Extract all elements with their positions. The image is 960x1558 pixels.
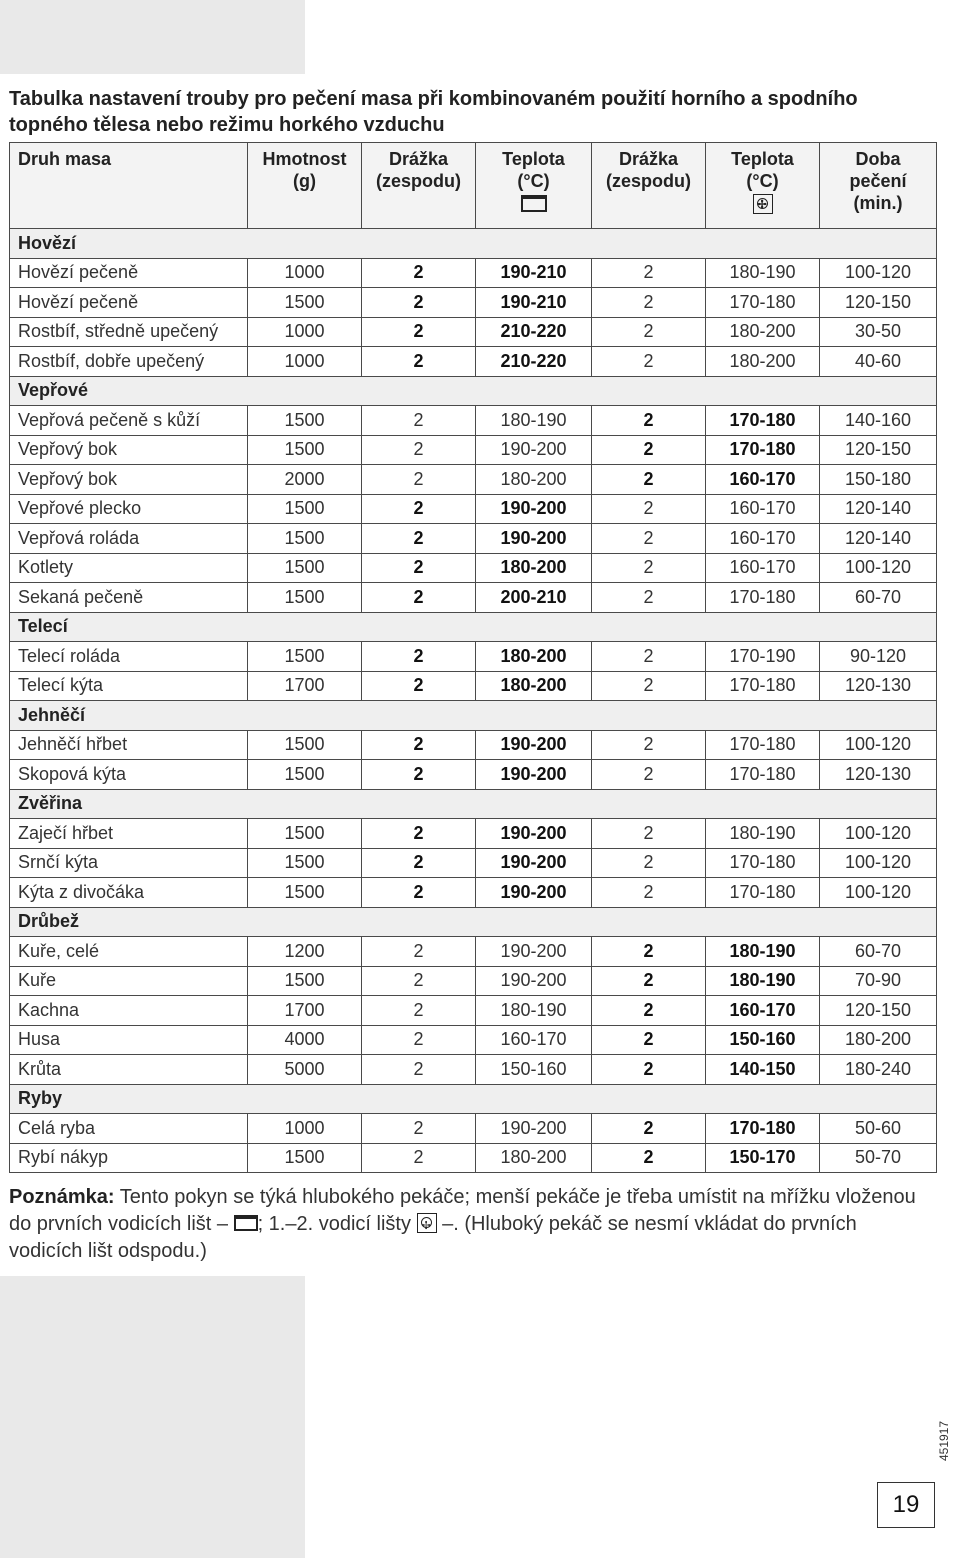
cell-meat: Jehněčí hřbet [10, 730, 248, 760]
category-row-beef [10, 229, 937, 259]
table-row [10, 494, 937, 524]
cell-meat: Vepřový bok [10, 465, 248, 495]
cell-rack-fan: 2 [592, 1055, 706, 1085]
table-row [10, 642, 937, 672]
cell-time: 150-180 [820, 465, 937, 495]
cell-rack-conventional: 2 [362, 996, 476, 1026]
header-weight: Hmotnost (g) [248, 143, 362, 229]
cell-rack-conventional: 2 [362, 819, 476, 849]
cell-temp-fan: 170-180 [706, 671, 820, 701]
cell-meat: Husa [10, 1025, 248, 1055]
cell-meat: Hovězí pečeně [10, 288, 248, 318]
cell-meat: Kachna [10, 996, 248, 1026]
table-row [10, 848, 937, 878]
cell-time: 50-60 [820, 1114, 937, 1144]
cell-rack-conventional: 2 [362, 258, 476, 288]
cell-weight: 1500 [248, 583, 362, 613]
cell-temp-fan: 160-170 [706, 524, 820, 554]
cell-rack-fan: 2 [592, 730, 706, 760]
cell-rack-conventional: 2 [362, 524, 476, 554]
top-bottom-heat-icon [234, 1215, 258, 1231]
cell-rack-fan: 2 [592, 288, 706, 318]
cell-temp-fan: 180-200 [706, 317, 820, 347]
cell-rack-fan: 2 [592, 848, 706, 878]
cell-time: 60-70 [820, 583, 937, 613]
cell-rack-conventional: 2 [362, 760, 476, 790]
cell-weight: 1500 [248, 642, 362, 672]
cell-rack-fan: 2 [592, 760, 706, 790]
cell-temp-fan: 160-170 [706, 494, 820, 524]
cell-rack-conventional: 2 [362, 730, 476, 760]
cell-meat: Telecí roláda [10, 642, 248, 672]
cell-weight: 1500 [248, 553, 362, 583]
cell-temp-conventional: 190-200 [476, 819, 592, 849]
roasting-table [9, 142, 937, 1173]
header-rack-fan: Drážka (zespodu) [592, 143, 706, 229]
cell-temp-conventional: 190-200 [476, 1114, 592, 1144]
cell-time: 120-140 [820, 524, 937, 554]
cell-weight: 1500 [248, 878, 362, 908]
header-time: Doba pečení (min.) [820, 143, 937, 229]
cell-time: 180-240 [820, 1055, 937, 1085]
cell-rack-conventional: 2 [362, 848, 476, 878]
cell-weight: 1500 [248, 494, 362, 524]
cell-temp-conventional: 150-160 [476, 1055, 592, 1085]
cell-time: 120-150 [820, 288, 937, 318]
cell-temp-conventional: 190-200 [476, 848, 592, 878]
cell-rack-fan: 2 [592, 347, 706, 377]
table-row [10, 1025, 937, 1055]
cell-rack-conventional: 2 [362, 1114, 476, 1144]
cell-time: 100-120 [820, 878, 937, 908]
cell-time: 30-50 [820, 317, 937, 347]
cell-rack-fan: 2 [592, 1114, 706, 1144]
category-label: Ryby [10, 1084, 937, 1114]
cell-meat: Vepřová pečeně s kůží [10, 406, 248, 436]
cell-rack-conventional: 2 [362, 642, 476, 672]
cell-rack-fan: 2 [592, 583, 706, 613]
table-row [10, 1143, 937, 1173]
cell-temp-fan: 180-190 [706, 819, 820, 849]
cell-temp-conventional: 190-200 [476, 494, 592, 524]
cell-weight: 1700 [248, 996, 362, 1026]
table-row [10, 288, 937, 318]
header-temp-conventional: Teplota (°C) [476, 143, 592, 229]
category-label: Jehněčí [10, 701, 937, 731]
table-row [10, 583, 937, 613]
cell-temp-conventional: 210-220 [476, 317, 592, 347]
cell-temp-fan: 170-180 [706, 730, 820, 760]
cell-rack-fan: 2 [592, 671, 706, 701]
cell-weight: 2000 [248, 465, 362, 495]
cell-meat: Sekaná pečeně [10, 583, 248, 613]
category-label: Zvěřina [10, 789, 937, 819]
category-row-poultry [10, 907, 937, 937]
cell-weight: 1700 [248, 671, 362, 701]
category-row-veal [10, 612, 937, 642]
cell-temp-conventional: 190-200 [476, 435, 592, 465]
cell-temp-conventional: 190-210 [476, 258, 592, 288]
cell-temp-conventional: 210-220 [476, 347, 592, 377]
cell-weight: 4000 [248, 1025, 362, 1055]
table-row [10, 1114, 937, 1144]
cell-temp-fan: 170-180 [706, 848, 820, 878]
cell-rack-fan: 2 [592, 465, 706, 495]
cell-time: 120-150 [820, 996, 937, 1026]
cell-temp-conventional: 190-200 [476, 937, 592, 967]
cell-rack-fan: 2 [592, 1143, 706, 1173]
top-bottom-heat-icon [521, 195, 547, 212]
cell-rack-conventional: 2 [362, 288, 476, 318]
cell-temp-conventional: 180-190 [476, 406, 592, 436]
header-rack-conventional: Drážka (zespodu) [362, 143, 476, 229]
cell-temp-conventional: 190-200 [476, 966, 592, 996]
table-row [10, 347, 937, 377]
cell-rack-fan: 2 [592, 494, 706, 524]
cell-rack-fan: 2 [592, 1025, 706, 1055]
cell-weight: 1500 [248, 524, 362, 554]
cell-temp-conventional: 180-190 [476, 996, 592, 1026]
cell-time: 100-120 [820, 819, 937, 849]
cell-temp-fan: 170-180 [706, 288, 820, 318]
table-row [10, 966, 937, 996]
cell-rack-conventional: 2 [362, 1055, 476, 1085]
cell-meat: Rostbíf, středně upečený [10, 317, 248, 347]
cell-temp-fan: 160-170 [706, 996, 820, 1026]
cell-time: 100-120 [820, 258, 937, 288]
cell-rack-fan: 2 [592, 966, 706, 996]
table-row [10, 524, 937, 554]
cell-rack-conventional: 2 [362, 583, 476, 613]
cell-temp-fan: 170-180 [706, 1114, 820, 1144]
table-row [10, 730, 937, 760]
note-text-1: Tento pokyn se týká hlubokého pekáče; menší pekáče je třeba umístit na mřížku vloženou do prvních vodicích lišt – [9, 1186, 916, 1235]
hot-air-fan-icon [417, 1213, 437, 1233]
table-row [10, 937, 937, 967]
cell-temp-conventional: 180-200 [476, 1143, 592, 1173]
cell-rack-fan: 2 [592, 524, 706, 554]
cell-meat: Kotlety [10, 553, 248, 583]
cell-meat: Vepřové plecko [10, 494, 248, 524]
table-row [10, 258, 937, 288]
note-text-2: ; 1.–2. vodicí lišty [257, 1213, 411, 1235]
cell-weight: 1000 [248, 317, 362, 347]
cell-time: 120-130 [820, 760, 937, 790]
cell-weight: 1500 [248, 435, 362, 465]
page-header-band [0, 0, 305, 74]
category-row-game [10, 789, 937, 819]
cell-weight: 1500 [248, 1143, 362, 1173]
cell-temp-fan: 180-200 [706, 347, 820, 377]
cell-meat: Kýta z divočáka [10, 878, 248, 908]
cell-rack-conventional: 2 [362, 406, 476, 436]
cell-temp-conventional: 160-170 [476, 1025, 592, 1055]
cell-temp-conventional: 190-200 [476, 760, 592, 790]
cell-meat: Telecí kýta [10, 671, 248, 701]
cell-rack-conventional: 2 [362, 1025, 476, 1055]
table-row [10, 878, 937, 908]
category-label: Drůbež [10, 907, 937, 937]
cell-temp-fan: 180-190 [706, 966, 820, 996]
cell-meat: Celá ryba [10, 1114, 248, 1144]
cell-rack-fan: 2 [592, 435, 706, 465]
cell-rack-conventional: 2 [362, 553, 476, 583]
cell-rack-conventional: 2 [362, 347, 476, 377]
document-code: 451917 [937, 1420, 952, 1462]
table-row [10, 406, 937, 436]
cell-time: 120-130 [820, 671, 937, 701]
cell-temp-conventional: 190-200 [476, 878, 592, 908]
cell-weight: 1200 [248, 937, 362, 967]
cell-temp-conventional: 200-210 [476, 583, 592, 613]
table-row [10, 317, 937, 347]
cell-weight: 1500 [248, 406, 362, 436]
table-row [10, 1055, 937, 1085]
cell-temp-conventional: 180-200 [476, 553, 592, 583]
table-row [10, 465, 937, 495]
cell-rack-fan: 2 [592, 317, 706, 347]
cell-weight: 5000 [248, 1055, 362, 1085]
category-row-pork [10, 376, 937, 406]
cell-weight: 1000 [248, 258, 362, 288]
cell-meat: Kuře, celé [10, 937, 248, 967]
cell-rack-fan: 2 [592, 258, 706, 288]
category-label: Vepřové [10, 376, 937, 406]
cell-weight: 1500 [248, 730, 362, 760]
cell-temp-conventional: 180-200 [476, 465, 592, 495]
table-row [10, 553, 937, 583]
cell-rack-fan: 2 [592, 642, 706, 672]
cell-meat: Skopová kýta [10, 760, 248, 790]
cell-meat: Krůta [10, 1055, 248, 1085]
cell-temp-conventional: 190-200 [476, 524, 592, 554]
category-label: Telecí [10, 612, 937, 642]
cell-time: 40-60 [820, 347, 937, 377]
table-header-row [10, 143, 937, 229]
note-text-3: –. (Hluboký pekáč se nesmí vkládat do prvních vodicích lišt odspodu.) [9, 1213, 857, 1262]
cell-temp-fan: 170-180 [706, 435, 820, 465]
cell-rack-fan: 2 [592, 996, 706, 1026]
cell-temp-fan: 150-160 [706, 1025, 820, 1055]
cell-temp-conventional: 180-200 [476, 671, 592, 701]
cell-weight: 1500 [248, 819, 362, 849]
note-label: Poznámka: [9, 1186, 115, 1208]
cell-temp-conventional: 190-210 [476, 288, 592, 318]
cell-rack-fan: 2 [592, 819, 706, 849]
cell-temp-fan: 160-170 [706, 553, 820, 583]
cell-meat: Rostbíf, dobře upečený [10, 347, 248, 377]
cell-rack-conventional: 2 [362, 878, 476, 908]
cell-time: 120-150 [820, 435, 937, 465]
cell-time: 60-70 [820, 937, 937, 967]
table-row [10, 671, 937, 701]
category-row-lamb [10, 701, 937, 731]
cell-temp-fan: 170-190 [706, 642, 820, 672]
cell-temp-fan: 170-180 [706, 878, 820, 908]
table-row [10, 435, 937, 465]
cell-temp-fan: 160-170 [706, 465, 820, 495]
cell-rack-fan: 2 [592, 878, 706, 908]
header-meat-type: Druh masa [10, 143, 248, 229]
category-row-fish [10, 1084, 937, 1114]
cell-rack-conventional: 2 [362, 435, 476, 465]
cell-rack-conventional: 2 [362, 465, 476, 495]
page-footer-band [0, 1276, 305, 1558]
table-row [10, 996, 937, 1026]
cell-time: 70-90 [820, 966, 937, 996]
cell-time: 120-140 [820, 494, 937, 524]
cell-rack-fan: 2 [592, 553, 706, 583]
cell-temp-fan: 140-150 [706, 1055, 820, 1085]
hot-air-fan-icon [753, 194, 773, 214]
cell-rack-fan: 2 [592, 937, 706, 967]
category-label: Hovězí [10, 229, 937, 259]
cell-meat: Srnčí kýta [10, 848, 248, 878]
cell-weight: 1500 [248, 760, 362, 790]
cell-rack-conventional: 2 [362, 1143, 476, 1173]
cell-time: 100-120 [820, 730, 937, 760]
cell-time: 100-120 [820, 553, 937, 583]
cell-meat: Rybí nákyp [10, 1143, 248, 1173]
cell-temp-conventional: 190-200 [476, 730, 592, 760]
page-number: 19 [877, 1482, 935, 1528]
cell-temp-fan: 170-180 [706, 760, 820, 790]
cell-temp-conventional: 180-200 [476, 642, 592, 672]
cell-temp-fan: 150-170 [706, 1143, 820, 1173]
cell-meat: Kuře [10, 966, 248, 996]
cell-meat: Hovězí pečeně [10, 258, 248, 288]
cell-rack-conventional: 2 [362, 494, 476, 524]
cell-rack-conventional: 2 [362, 317, 476, 347]
cell-time: 100-120 [820, 848, 937, 878]
cell-meat: Vepřová roláda [10, 524, 248, 554]
note-paragraph [9, 1184, 929, 1265]
cell-rack-conventional: 2 [362, 966, 476, 996]
cell-time: 50-70 [820, 1143, 937, 1173]
table-title: Tabulka nastavení trouby pro pečení masa při kombinovaném použití horního a spodního topného tělesa nebo režimu horkého vzduchu [9, 88, 858, 136]
cell-time: 180-200 [820, 1025, 937, 1055]
cell-temp-fan: 180-190 [706, 937, 820, 967]
cell-rack-conventional: 2 [362, 937, 476, 967]
cell-rack-fan: 2 [592, 406, 706, 436]
cell-time: 90-120 [820, 642, 937, 672]
table-row [10, 760, 937, 790]
cell-weight: 1000 [248, 1114, 362, 1144]
cell-weight: 1500 [248, 288, 362, 318]
cell-meat: Vepřový bok [10, 435, 248, 465]
cell-weight: 1000 [248, 347, 362, 377]
cell-weight: 1500 [248, 848, 362, 878]
header-temp-fan: Teplota (°C) ✢ [706, 143, 820, 229]
cell-temp-fan: 170-180 [706, 406, 820, 436]
cell-meat: Zaječí hřbet [10, 819, 248, 849]
table-row [10, 819, 937, 849]
cell-temp-fan: 170-180 [706, 583, 820, 613]
cell-rack-conventional: 2 [362, 671, 476, 701]
cell-time: 140-160 [820, 406, 937, 436]
cell-temp-fan: 180-190 [706, 258, 820, 288]
cell-weight: 1500 [248, 966, 362, 996]
